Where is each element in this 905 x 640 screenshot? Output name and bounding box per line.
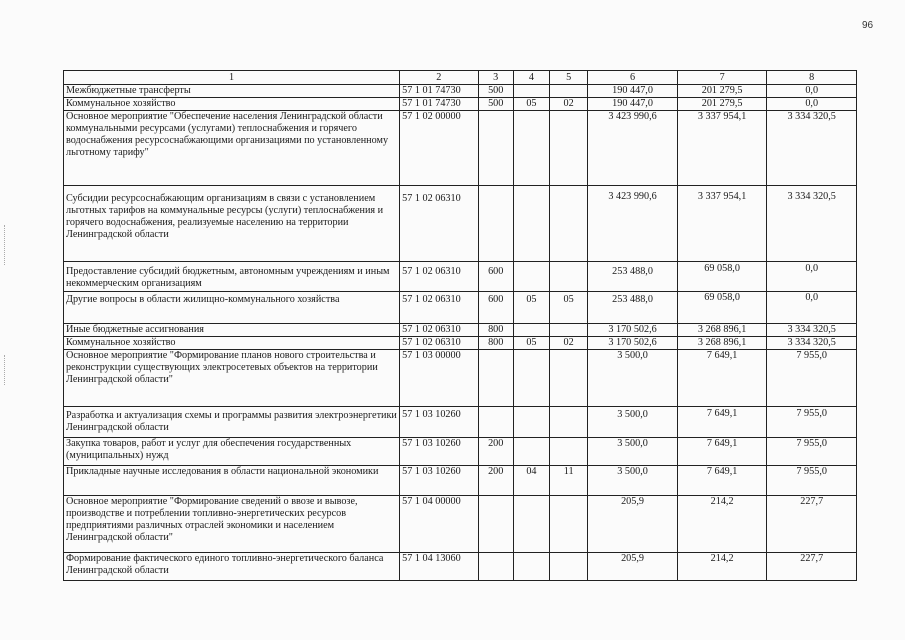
row-name: Прикладные научные исследования в области национальной экономики — [64, 466, 400, 496]
page-number: 96 — [862, 20, 874, 31]
row-code: 57 1 01 74730 — [400, 85, 478, 98]
row-value-1: 3 500,0 — [588, 350, 678, 407]
row-value-1: 253 488,0 — [588, 292, 678, 324]
row-name: Иные бюджетные ассигнования — [64, 324, 400, 337]
row-value-3: 227,7 — [767, 553, 857, 581]
budget-table — [63, 70, 857, 581]
row-value-2: 201 279,5 — [677, 98, 767, 111]
row-value-1: 205,9 — [588, 496, 678, 553]
row-name: Межбюджетные трансферты — [64, 85, 400, 98]
row-name: Формирование фактического единого топливно-энергетического баланса Ленинградской области — [64, 553, 400, 581]
row-section — [513, 324, 549, 337]
header-cell: 4 — [513, 71, 549, 85]
row-section — [513, 350, 549, 407]
row-name: Основное мероприятие "Формирование сведений о ввозе и вывозе, производстве и потреблении топливно-энергетических ресурсов предприятиями различных отраслей экономики и населением Ленинградской области" — [64, 496, 400, 553]
row-value-1: 3 423 990,6 — [588, 111, 678, 186]
row-code: 57 1 01 74730 — [400, 98, 478, 111]
table-row — [64, 350, 857, 407]
row-value-3: 0,0 — [767, 292, 857, 324]
header-cell: 5 — [550, 71, 588, 85]
row-value-2: 69 058,0 — [677, 292, 767, 324]
row-section — [513, 407, 549, 438]
table-row — [64, 337, 857, 350]
row-subsection — [550, 407, 588, 438]
row-value-3: 3 334 320,5 — [767, 324, 857, 337]
row-type — [478, 553, 513, 581]
row-type — [478, 496, 513, 553]
row-section: 05 — [513, 98, 549, 111]
header-cell: 3 — [478, 71, 513, 85]
table-row — [64, 553, 857, 581]
row-value-2: 3 268 896,1 — [677, 337, 767, 350]
row-section — [513, 438, 549, 466]
row-name: Основное мероприятие "Формирование планов нового строительства и реконструкции существующих электросетевых объектов на территории Ленинградской области" — [64, 350, 400, 407]
row-type — [478, 186, 513, 262]
row-subsection — [550, 111, 588, 186]
row-value-3: 0,0 — [767, 98, 857, 111]
row-type: 600 — [478, 262, 513, 292]
table-row — [64, 292, 857, 324]
header-cell: 2 — [400, 71, 478, 85]
row-value-2: 7 649,1 — [677, 438, 767, 466]
row-value-3: 0,0 — [767, 85, 857, 98]
row-value-3: 0,0 — [767, 262, 857, 292]
row-value-1: 190 447,0 — [588, 85, 678, 98]
row-type: 800 — [478, 337, 513, 350]
header-cell: 1 — [64, 71, 400, 85]
row-value-1: 3 500,0 — [588, 438, 678, 466]
row-value-3: 3 334 320,5 — [767, 337, 857, 350]
row-type — [478, 407, 513, 438]
row-value-3: 227,7 — [767, 496, 857, 553]
table-row — [64, 496, 857, 553]
row-value-3: 3 334 320,5 — [767, 111, 857, 186]
table-row — [64, 438, 857, 466]
row-name: Разработка и актуализация схемы и программы развития электроэнергетики Ленинградской области — [64, 407, 400, 438]
row-value-2: 214,2 — [677, 496, 767, 553]
row-section: 05 — [513, 292, 549, 324]
row-value-2: 201 279,5 — [677, 85, 767, 98]
row-subsection — [550, 262, 588, 292]
header-cell: 7 — [677, 71, 767, 85]
row-name: Основное мероприятие "Обеспечение населения Ленинградской области коммунальными ресурсами (услугами) теплоснабжения и горячего водоснабжения ресурсоснабжающими организациями по установленному льготному тарифу" — [64, 111, 400, 186]
table-row — [64, 111, 857, 186]
row-code: 57 1 02 06310 — [400, 292, 478, 324]
row-section: 05 — [513, 337, 549, 350]
row-type: 500 — [478, 98, 513, 111]
table-row — [64, 186, 857, 262]
row-value-1: 3 170 502,6 — [588, 337, 678, 350]
row-type — [478, 350, 513, 407]
row-name: Закупка товаров, работ и услуг для обеспечения государственных (муниципальных) нужд — [64, 438, 400, 466]
row-value-2: 69 058,0 — [677, 262, 767, 292]
row-code: 57 1 02 06310 — [400, 262, 478, 292]
row-section: 04 — [513, 466, 549, 496]
row-name: Коммунальное хозяйство — [64, 98, 400, 111]
row-code: 57 1 04 13060 — [400, 553, 478, 581]
row-code: 57 1 03 10260 — [400, 438, 478, 466]
table-header-row — [64, 71, 857, 85]
row-type: 200 — [478, 438, 513, 466]
row-subsection — [550, 438, 588, 466]
row-subsection — [550, 553, 588, 581]
row-code: 57 1 02 00000 — [400, 111, 478, 186]
row-value-2: 3 337 954,1 — [677, 111, 767, 186]
row-value-3: 3 334 320,5 — [767, 186, 857, 262]
row-value-3: 7 955,0 — [767, 407, 857, 438]
row-subsection — [550, 324, 588, 337]
row-value-3: 7 955,0 — [767, 350, 857, 407]
row-type: 600 — [478, 292, 513, 324]
row-subsection: 05 — [550, 292, 588, 324]
row-code: 57 1 04 00000 — [400, 496, 478, 553]
row-subsection: 02 — [550, 337, 588, 350]
row-value-2: 7 649,1 — [677, 350, 767, 407]
row-section — [513, 496, 549, 553]
row-value-2: 3 268 896,1 — [677, 324, 767, 337]
scan-artifact — [4, 225, 15, 265]
row-value-3: 7 955,0 — [767, 466, 857, 496]
row-value-1: 205,9 — [588, 553, 678, 581]
row-code: 57 1 03 00000 — [400, 350, 478, 407]
row-subsection — [550, 350, 588, 407]
row-section — [513, 553, 549, 581]
row-value-1: 3 500,0 — [588, 466, 678, 496]
row-subsection — [550, 186, 588, 262]
row-value-1: 190 447,0 — [588, 98, 678, 111]
row-value-3: 7 955,0 — [767, 438, 857, 466]
row-value-1: 253 488,0 — [588, 262, 678, 292]
scan-artifact — [4, 355, 15, 385]
row-type: 200 — [478, 466, 513, 496]
row-type — [478, 111, 513, 186]
row-value-2: 3 337 954,1 — [677, 186, 767, 262]
row-name: Коммунальное хозяйство — [64, 337, 400, 350]
row-value-1: 3 170 502,6 — [588, 324, 678, 337]
row-subsection — [550, 85, 588, 98]
row-section — [513, 186, 549, 262]
row-section — [513, 111, 549, 186]
row-name: Субсидии ресурсоснабжающим организациям в связи с установлением льготных тарифов на коммунальные ресурсы (услуги) теплоснабжения и горячего водоснабжения, реализуемые населению на территории Ленинградской области — [64, 186, 400, 262]
row-code: 57 1 02 06310 — [400, 186, 478, 262]
table-row — [64, 85, 857, 98]
row-type: 500 — [478, 85, 513, 98]
row-section — [513, 262, 549, 292]
row-value-1: 3 423 990,6 — [588, 186, 678, 262]
row-code: 57 1 03 10260 — [400, 466, 478, 496]
row-code: 57 1 03 10260 — [400, 407, 478, 438]
row-section — [513, 85, 549, 98]
row-subsection: 11 — [550, 466, 588, 496]
header-cell: 8 — [767, 71, 857, 85]
row-value-1: 3 500,0 — [588, 407, 678, 438]
row-subsection: 02 — [550, 98, 588, 111]
table-row — [64, 262, 857, 292]
row-name: Предоставление субсидий бюджетным, автономным учреждениям и иным некоммерческим организациям — [64, 262, 400, 292]
row-code: 57 1 02 06310 — [400, 337, 478, 350]
row-type: 800 — [478, 324, 513, 337]
row-value-2: 7 649,1 — [677, 466, 767, 496]
table-row — [64, 98, 857, 111]
row-name: Другие вопросы в области жилищно-коммунального хозяйства — [64, 292, 400, 324]
row-value-2: 7 649,1 — [677, 407, 767, 438]
row-code: 57 1 02 06310 — [400, 324, 478, 337]
row-value-2: 214,2 — [677, 553, 767, 581]
table-row — [64, 324, 857, 337]
table-row — [64, 407, 857, 438]
table-row — [64, 466, 857, 496]
header-cell: 6 — [588, 71, 678, 85]
row-subsection — [550, 496, 588, 553]
